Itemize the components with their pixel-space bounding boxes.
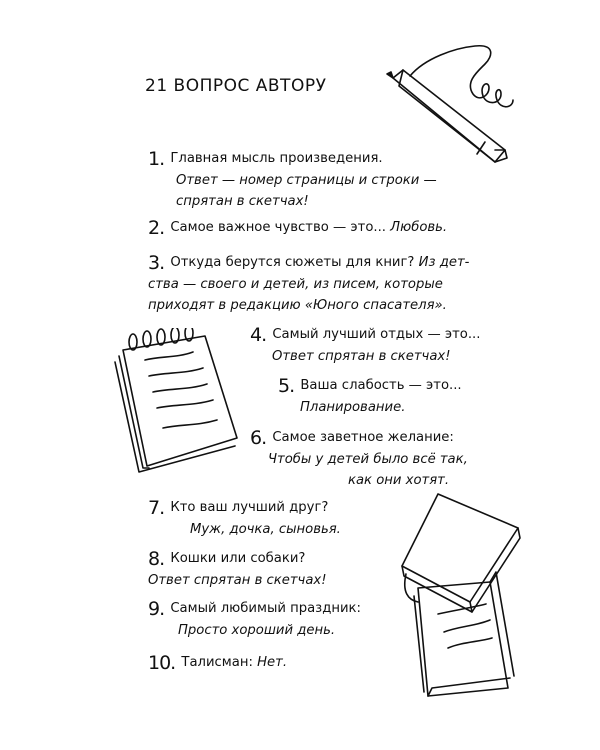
question-item-4 [250,324,480,367]
question-text: Самое важное чувство — это... [170,220,386,235]
answer-text: Муж, дочка, сыновья. [190,522,341,537]
answer-text: Из дет- [418,255,470,270]
question-number: 7. [148,497,165,519]
question-item-9 [148,598,361,641]
question-number: 6. [250,427,267,449]
question-text: Откуда берутся сюжеты для книг? [170,255,415,270]
question-text: Талисман: [181,655,253,670]
answer-text: Чтобы у детей было всё так, [268,452,468,467]
question-number: 3. [148,252,165,274]
answer-text-cont: как они хотят. [348,473,450,488]
question-item-6 [250,427,468,491]
answer-text: Просто хороший день. [178,623,336,638]
question-number: 5. [278,375,295,397]
question-number: 1. [148,148,165,170]
answer-text: Нет. [257,655,288,670]
question-text: Самое заветное желание: [272,430,454,445]
question-item-2 [148,217,447,239]
question-number: 4. [250,324,267,346]
question-item-5 [278,375,462,418]
answer-text-cont: ства — своего и детей, из писем, которые [148,277,443,292]
question-text: Кошки или собаки? [170,551,306,566]
notepad-sketch-icon [105,328,245,478]
question-number: 10. [148,652,176,674]
answer-text: Любовь. [390,220,448,235]
question-text: Кто ваш лучший друг? [170,500,329,515]
answer-text: Ответ спрятан в скетчах! [272,349,451,364]
question-number: 8. [148,548,165,570]
question-item-1 [148,148,437,212]
question-text: Ваша слабость — это... [300,378,462,393]
question-text: Главная мысль произведения. [170,151,383,166]
books-sketch-icon [398,492,533,702]
question-item-8 [148,548,327,591]
question-item-10 [148,652,287,674]
question-number: 2. [148,217,165,239]
answer-text: Ответ спрятан в скетчах! [148,573,327,588]
answer-text: Ответ — номер страницы и строки — [176,173,437,188]
question-text: Самый лучший отдых — это... [272,327,481,342]
question-item-3 [148,252,469,316]
page-title: 21 ВОПРОС АВТОРУ [145,76,327,96]
question-item-7 [148,497,341,540]
answer-text-cont-2: приходят в редакцию «Юного спасателя». [148,298,447,313]
answer-text: Планирование. [300,400,406,415]
answer-text-cont: спрятан в скетчах! [176,194,309,209]
question-text: Самый любимый праздник: [170,601,361,616]
question-number: 9. [148,598,165,620]
